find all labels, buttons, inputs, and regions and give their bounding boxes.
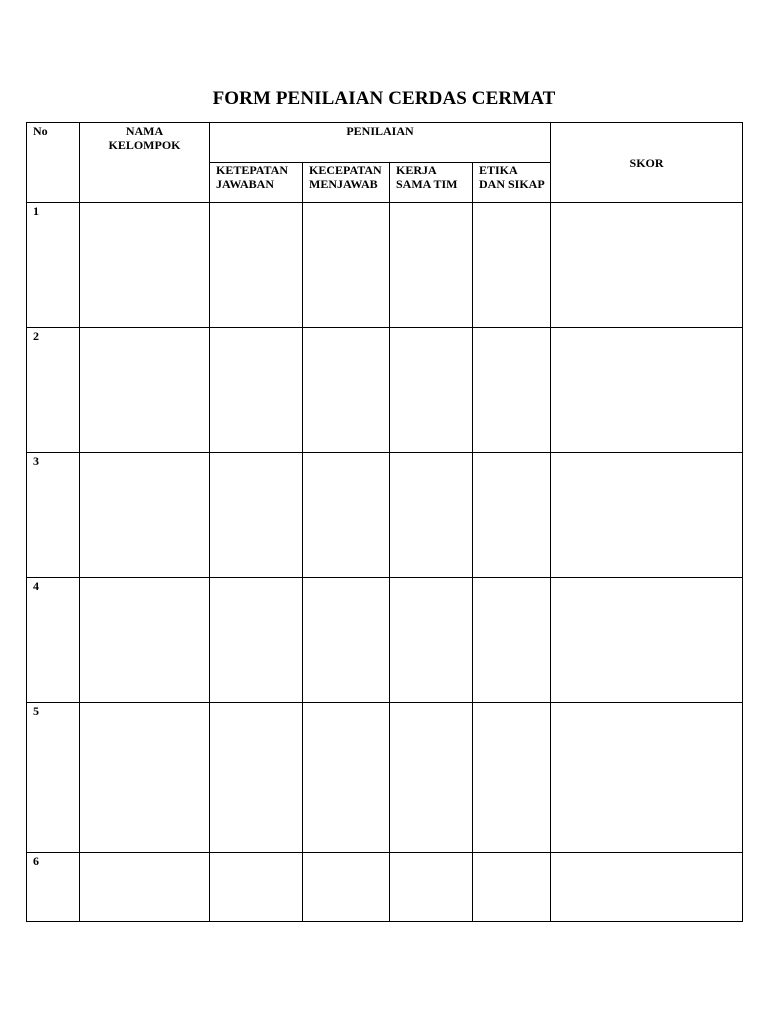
cell-ketepatan — [210, 853, 303, 922]
table-row — [27, 453, 743, 578]
header-criteria-etika — [473, 163, 551, 203]
header-criteria-kecepatan — [303, 163, 390, 203]
header-nama-line1: NAMA — [125, 124, 164, 138]
table-row — [27, 703, 743, 853]
criteria-line1: KECEPATAN — [309, 163, 382, 177]
cell-ketepatan — [210, 203, 303, 328]
header-criteria-ketepatan — [210, 163, 303, 203]
row-number: 3 — [27, 453, 80, 578]
cell-skor — [551, 203, 743, 328]
cell-etika — [473, 328, 551, 453]
cell-kerja-sama — [390, 853, 473, 922]
cell-ketepatan — [210, 328, 303, 453]
cell-etika — [473, 578, 551, 703]
table-row — [27, 328, 743, 453]
cell-skor — [551, 578, 743, 703]
criteria-line1: ETIKA — [479, 163, 518, 177]
cell-skor — [551, 703, 743, 853]
cell-nama-kelompok — [80, 853, 210, 922]
row-number: 2 — [27, 328, 80, 453]
cell-etika — [473, 203, 551, 328]
cell-skor — [551, 328, 743, 453]
criteria-line2: MENJAWAB — [309, 177, 378, 191]
cell-nama-kelompok — [80, 703, 210, 853]
row-number: 1 — [27, 203, 80, 328]
header-nama-line2: KELOMPOK — [108, 138, 181, 152]
cell-nama-kelompok — [80, 328, 210, 453]
criteria-line1: KERJA — [396, 163, 437, 177]
form-title: FORM PENILAIAN CERDAS CERMAT — [212, 88, 556, 109]
cell-nama-kelompok — [80, 578, 210, 703]
table-row — [27, 853, 743, 922]
header-no: No — [27, 123, 80, 203]
cell-kerja-sama — [390, 703, 473, 853]
cell-kecepatan — [303, 328, 390, 453]
cell-nama-kelompok — [80, 203, 210, 328]
cell-etika — [473, 703, 551, 853]
criteria-line2: SAMA TIM — [396, 177, 458, 191]
cell-kerja-sama — [390, 578, 473, 703]
cell-kerja-sama — [390, 328, 473, 453]
header-penilaian: PENILAIAN — [210, 123, 551, 163]
criteria-line2: DAN SIKAP — [479, 177, 545, 191]
cell-kecepatan — [303, 853, 390, 922]
header-criteria-kerja-sama — [390, 163, 473, 203]
criteria-line1: KETEPATAN — [216, 163, 289, 177]
row-number: 4 — [27, 578, 80, 703]
cell-kerja-sama — [390, 453, 473, 578]
cell-ketepatan — [210, 453, 303, 578]
cell-kerja-sama — [390, 203, 473, 328]
cell-ketepatan — [210, 578, 303, 703]
cell-skor — [551, 853, 743, 922]
table-row — [27, 203, 743, 328]
cell-etika — [473, 453, 551, 578]
cell-kecepatan — [303, 703, 390, 853]
assessment-table — [26, 122, 743, 922]
row-number: 6 — [27, 853, 80, 922]
header-nama-kelompok — [80, 123, 210, 203]
cell-kecepatan — [303, 578, 390, 703]
criteria-line2: JAWABAN — [216, 177, 275, 191]
cell-kecepatan — [303, 453, 390, 578]
cell-etika — [473, 853, 551, 922]
cell-nama-kelompok — [80, 453, 210, 578]
cell-skor — [551, 453, 743, 578]
header-skor: SKOR — [551, 123, 743, 203]
table-row — [27, 578, 743, 703]
row-number: 5 — [27, 703, 80, 853]
cell-ketepatan — [210, 703, 303, 853]
header-row-top — [27, 123, 743, 163]
cell-kecepatan — [303, 203, 390, 328]
